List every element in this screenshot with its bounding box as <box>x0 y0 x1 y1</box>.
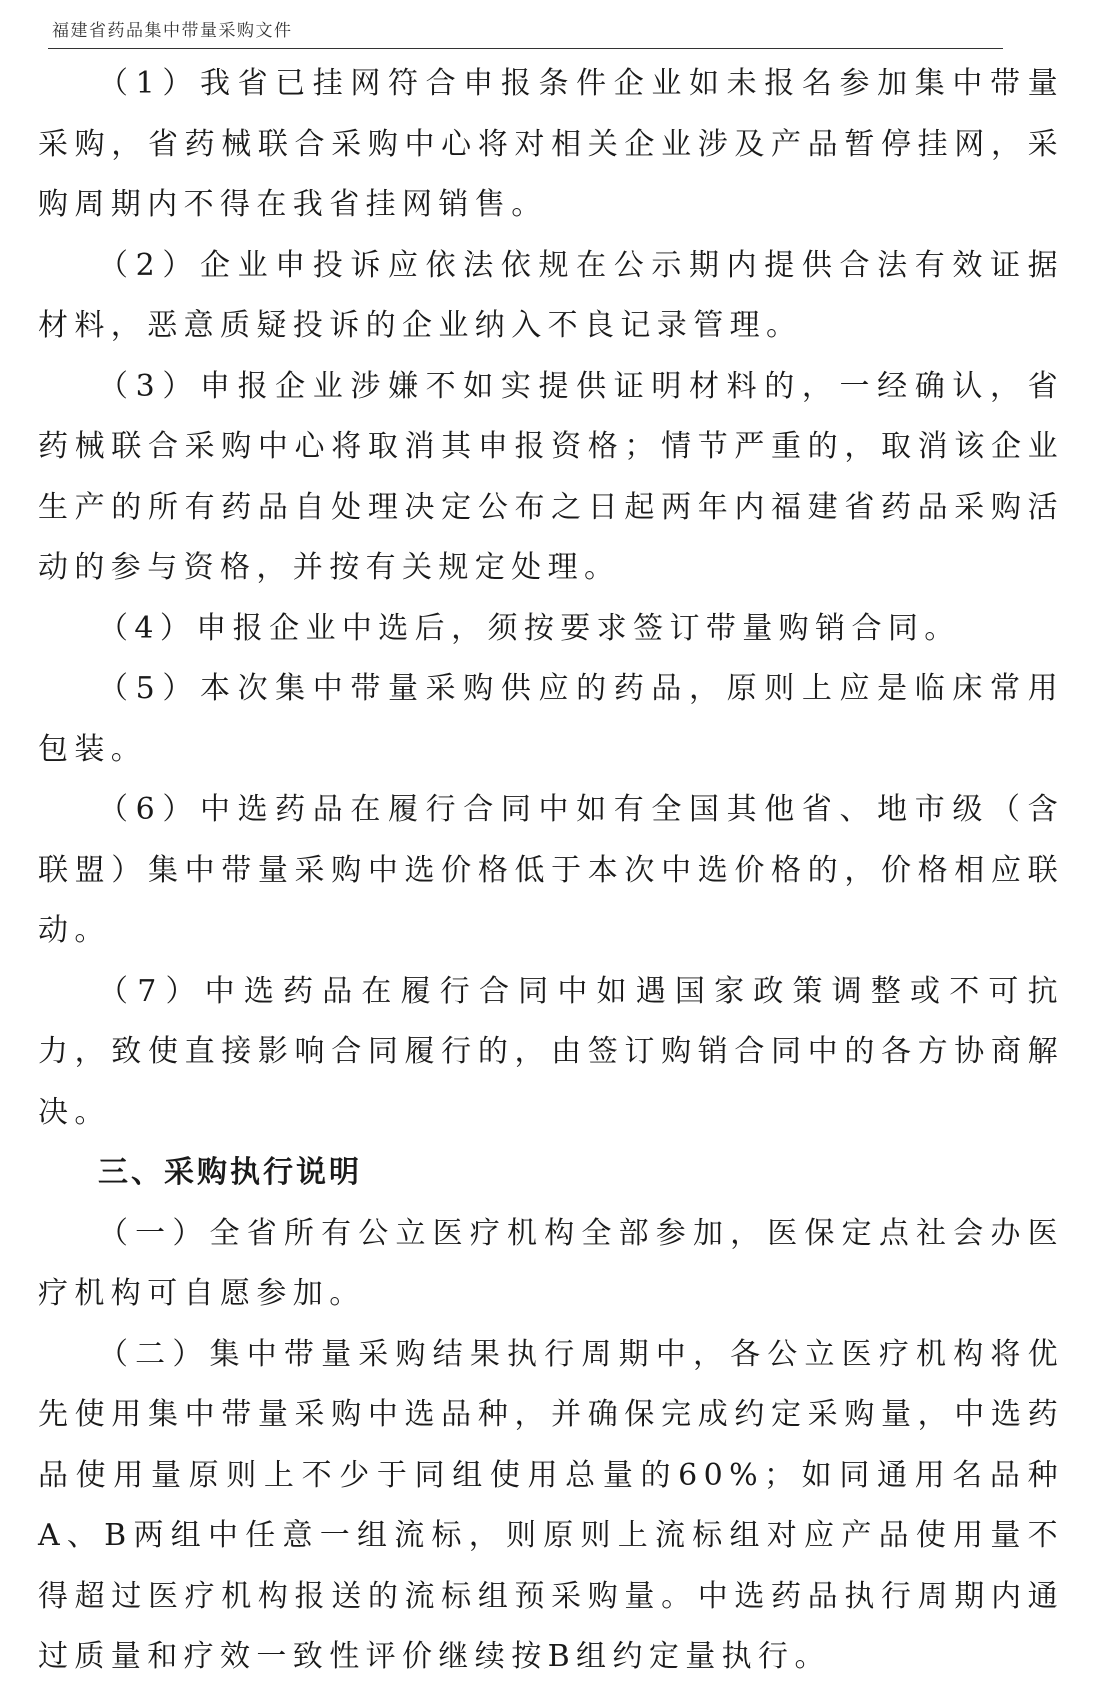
clause-1: （1）我省已挂网符合申报条件企业如未报名参加集中带量采购，省药械联合采购中心将对相关企业涉及产品暂停挂网，采购周期内不得在我省挂网销售。 <box>38 66 1064 222</box>
clause-4: （4）申报企业中选后，须按要求签订带量购销合同。 <box>98 610 961 646</box>
clause-7: （7）中选药品在履行合同中如遇国家政策调整或不可抗力，致使直接影响合同履行的，由签订购销合同中的各方协商解决。 <box>38 973 1064 1130</box>
clause-6: （6）中选药品在履行合同中如有全国其他省、地市级（含联盟）集中带量采购中选价格低于本次中选价格的，价格相应联动。 <box>38 792 1064 948</box>
section-3-item-1: （一）全省所有公立医疗机构全部参加，医保定点社会办医疗机构可自愿参加。 <box>38 1215 1064 1311</box>
clause-5: （5）本次集中带量采购供应的药品，原则上应是临床常用包装。 <box>38 671 1064 767</box>
page-header <box>48 14 1003 49</box>
clause-3: （3）申报企业涉嫌不如实提供证明材料的，一经确认，省药械联合采购中心将取消其申报资格；情节严重的，取消该企业生产的所有药品自处理决定公布之日起两年内福建省药品采购活动的参与资格，并按有关规定处理。 <box>38 368 1064 585</box>
header-title: 福建省药品集中带量采购文件 <box>52 21 293 41</box>
section-heading: 三、采购执行说明 <box>98 1155 362 1190</box>
clause-2: （2）企业申投诉应依法依规在公示期内提供合法有效证据材料，恶意质疑投诉的企业纳入不良记录管理。 <box>38 247 1064 343</box>
section-3-item-2: （二）集中带量采购结果执行周期中，各公立医疗机构将优先使用集中带量采购中选品种，并确保完成约定采购量，中选药品使用量原则上不少于同组使用总量的60%；如同通用名品种A、B两组中任意一组流标，则原则上流标组对应产品使用量不得超过医疗机构报送的流标组预采购量。中选药品执行周期内通过质量和疗效一致性评价继续按B组约定量执行。 <box>38 1336 1064 1674</box>
document-body <box>38 54 1064 1688</box>
